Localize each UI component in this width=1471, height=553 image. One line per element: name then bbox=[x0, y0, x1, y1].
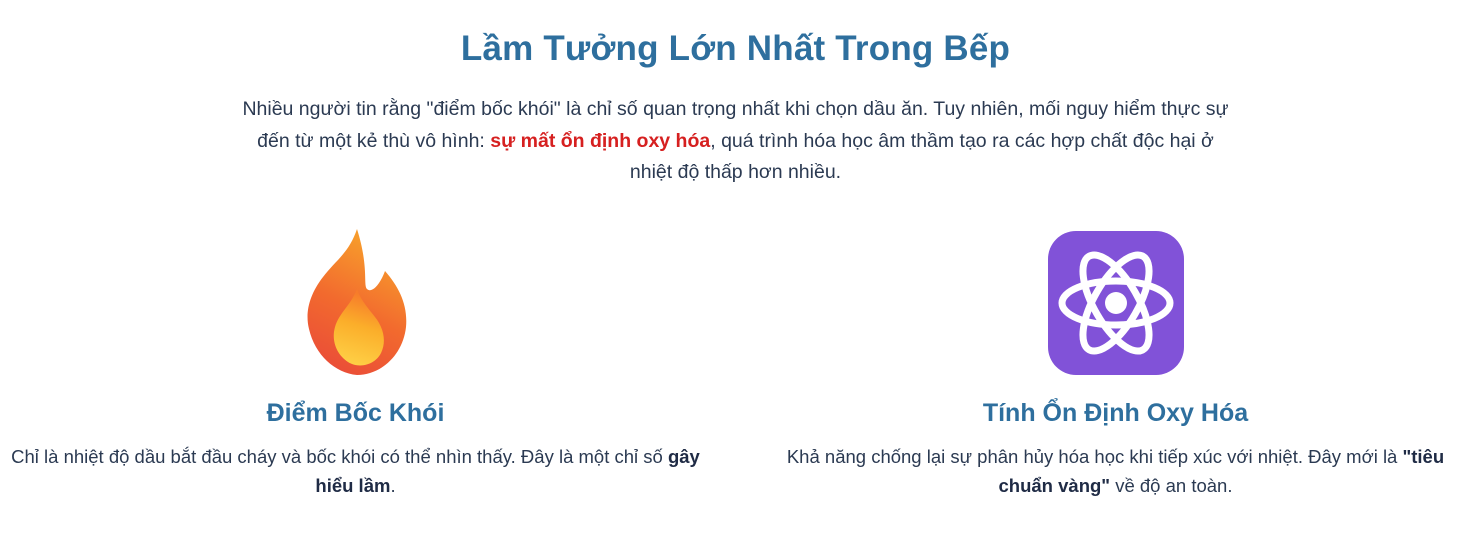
card-desc-bold: gây hiểu lầm bbox=[315, 445, 700, 497]
card-oxidative-stability bbox=[786, 223, 1445, 501]
card-desc-bold: "tiêu chuẩn vàng" bbox=[998, 445, 1445, 497]
card-description bbox=[6, 442, 706, 501]
intro-text-part2: , quá trình hóa học âm thầm tạo ra các hợp chất độc hại ở nhiệt độ thấp hơn nhiều. bbox=[629, 129, 1214, 184]
atom-icon bbox=[1036, 223, 1196, 383]
card-desc-part1: Khả năng chống lại sự phân hủy hóa học khi tiếp xúc với nhiệt. Đây mới là bbox=[786, 445, 1403, 467]
intro-paragraph bbox=[236, 94, 1236, 189]
card-desc-part2: về độ an toàn. bbox=[1110, 475, 1233, 497]
card-description bbox=[766, 442, 1466, 501]
card-smoke-point bbox=[11, 223, 700, 501]
card-list bbox=[0, 223, 1471, 501]
card-title: Điểm Bốc Khói bbox=[266, 398, 445, 427]
flame-icon bbox=[291, 223, 421, 383]
myth-section bbox=[0, 28, 1471, 553]
intro-highlight: sự mất ổn định oxy hóa bbox=[490, 129, 711, 152]
card-desc-part1: Chỉ là nhiệt độ dầu bắt đầu cháy và bốc khói có thể nhìn thấy. Đây là một chỉ số bbox=[11, 445, 668, 467]
intro-text-part1: Nhiều người tin rằng "điểm bốc khói" là chỉ số quan trọng nhất khi chọn dầu ăn. Tuy nhiên, mối nguy hiểm thực sự đến từ một kẻ thù vô hình: bbox=[242, 98, 1229, 152]
card-desc-part2: . bbox=[390, 475, 396, 497]
page-title: Lầm Tưởng Lớn Nhất Trong Bếp bbox=[460, 29, 1011, 68]
card-title: Tính Ổn Định Oxy Hóa bbox=[982, 398, 1249, 427]
